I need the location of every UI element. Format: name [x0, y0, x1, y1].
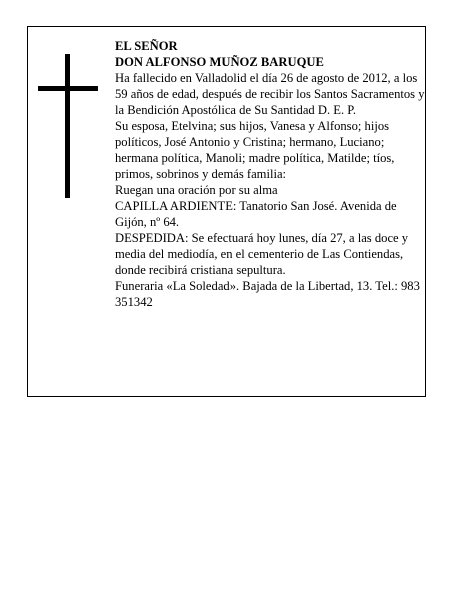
farewell-info: DESPEDIDA: Se efectuará hoy lunes, día 27, a las doce y media del mediodía, en el cementerio de Las Contiendas, donde recibirá cristiana sepultura.: [115, 231, 409, 277]
cross-horizontal-bar: [38, 86, 98, 91]
deceased-name: DON ALFONSO MUÑOZ BARUQUE: [115, 55, 324, 69]
chapel-info: CAPILLA ARDIENTE: Tanatorio San José. Avenida de Gijón, nº 64.: [115, 199, 397, 229]
cross-vertical-bar: [65, 54, 70, 198]
cross-icon: [38, 54, 98, 198]
prayer-request: Ruegan una oración por su alma: [115, 183, 278, 197]
honorific: EL SEÑOR: [115, 39, 178, 53]
family-list: Su esposa, Etelvina; sus hijos, Vanesa y Alfonso; hijos políticos, José Antonio y Cristina; hermano, Luciano; hermana política, Manoli; madre política, Matilde; tíos, primos, sobrinos y demás familia:: [115, 119, 395, 181]
obituary-text: [115, 38, 425, 310]
funeral-home-info: Funeraria «La Soledad». Bajada de la Libertad, 13. Tel.: 983 351342: [115, 279, 420, 309]
death-announcement: Ha fallecido en Valladolid el día 26 de agosto de 2012, a los 59 años de edad, después de recibir los Santos Sacramentos y la Bendición Apostólica de Su Santidad D. E. P.: [115, 71, 425, 117]
